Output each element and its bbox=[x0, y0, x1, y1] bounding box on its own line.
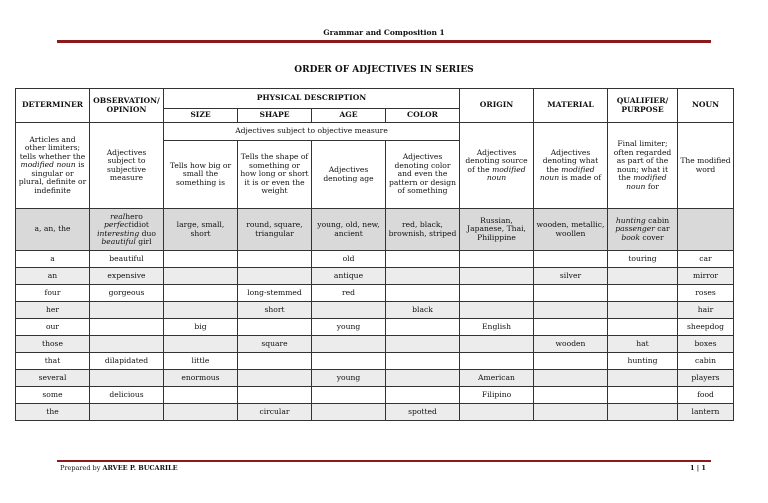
definition-objective-measure: Adjectives subject to objective measure bbox=[164, 123, 460, 141]
definition-shape: Tells the shape of something or how long or short it is or even the weight bbox=[238, 141, 312, 209]
header-title: Grammar and Composition 1 bbox=[323, 28, 445, 37]
cell-qual bbox=[608, 387, 678, 404]
cell-material bbox=[534, 370, 608, 387]
table-row bbox=[16, 336, 734, 353]
cell-size: enormous bbox=[164, 370, 238, 387]
example-obs-noun: duo bbox=[139, 228, 156, 238]
example-observation bbox=[90, 209, 164, 251]
definition-origin-text: Adjectives denoting source of the bbox=[465, 147, 528, 174]
table-row bbox=[16, 268, 734, 285]
example-qual-adjective: hunting bbox=[615, 215, 646, 225]
definition-noun: The modified word bbox=[678, 123, 734, 209]
column-header-material: MATERIAL bbox=[534, 89, 608, 123]
definition-material bbox=[534, 123, 608, 209]
cell-qual: hunting bbox=[608, 353, 678, 370]
definition-material-text: Adjectives denoting what the bbox=[542, 147, 599, 174]
cell-color bbox=[386, 319, 460, 336]
footer-author: ARVEE P. BUCARILE bbox=[102, 464, 178, 472]
column-header-size: SIZE bbox=[164, 109, 238, 123]
cell-color bbox=[386, 387, 460, 404]
cell-age: young bbox=[312, 370, 386, 387]
cell-noun: food bbox=[678, 387, 734, 404]
definition-origin-emphasis: modified noun bbox=[486, 164, 526, 182]
example-noun bbox=[678, 209, 734, 251]
definition-determiner-tail: is singular or plural, definite or indefinite bbox=[18, 160, 87, 195]
definition-age: Adjectives denoting age bbox=[312, 141, 386, 209]
table-row bbox=[16, 319, 734, 336]
definition-origin bbox=[460, 123, 534, 209]
definition-observation: Adjectives subject to subjective measure bbox=[90, 123, 164, 209]
cell-shape bbox=[238, 268, 312, 285]
header-divider bbox=[57, 40, 711, 43]
cell-shape: circular bbox=[238, 404, 312, 421]
cell-obs bbox=[90, 302, 164, 319]
cell-color bbox=[386, 251, 460, 268]
cell-obs: delicious bbox=[90, 387, 164, 404]
cell-shape: square bbox=[238, 336, 312, 353]
cell-qual: hat bbox=[608, 336, 678, 353]
definition-determiner-emphasis: modified noun bbox=[20, 160, 76, 170]
cell-shape bbox=[238, 353, 312, 370]
column-header-noun: NOUN bbox=[678, 89, 734, 123]
cell-obs bbox=[90, 336, 164, 353]
cell-material bbox=[534, 251, 608, 268]
example-qual-adjective: passenger bbox=[615, 224, 655, 234]
table-row bbox=[16, 353, 734, 370]
definition-size: Tells how big or small the something is bbox=[164, 141, 238, 209]
definition-determiner-text: Articles and other limiters; tells whether the bbox=[19, 134, 86, 161]
example-origin: Russian, Japanese, Thai, Philippine bbox=[460, 209, 534, 251]
cell-size bbox=[164, 387, 238, 404]
example-shape: round, square, triangular bbox=[238, 209, 312, 251]
cell-origin: American bbox=[460, 370, 534, 387]
cell-color: spotted bbox=[386, 404, 460, 421]
definition-qualifier bbox=[608, 123, 678, 209]
example-obs-adjective: interesting bbox=[97, 228, 140, 238]
cell-noun: roses bbox=[678, 285, 734, 302]
definition-color: Adjectives denoting color and even the pattern or design of something bbox=[386, 141, 460, 209]
adjective-order-table bbox=[15, 88, 734, 421]
cell-qual bbox=[608, 319, 678, 336]
page-number: 1 | 1 bbox=[690, 464, 706, 472]
cell-origin bbox=[460, 302, 534, 319]
cell-noun: lantern bbox=[678, 404, 734, 421]
cell-qual bbox=[608, 302, 678, 319]
cell-size bbox=[164, 251, 238, 268]
cell-det: the bbox=[16, 404, 90, 421]
footer-divider bbox=[57, 460, 711, 462]
cell-size bbox=[164, 336, 238, 353]
table-row bbox=[16, 285, 734, 302]
cell-qual bbox=[608, 285, 678, 302]
definition-qualifier-tail: for bbox=[645, 181, 659, 191]
example-rows bbox=[16, 251, 734, 421]
example-qual-noun: cabin bbox=[645, 215, 670, 225]
cell-shape bbox=[238, 387, 312, 404]
example-size: large, small, short bbox=[164, 209, 238, 251]
cell-origin bbox=[460, 353, 534, 370]
cell-age bbox=[312, 302, 386, 319]
example-obs-adjective: perfect bbox=[104, 220, 132, 229]
cell-size bbox=[164, 302, 238, 319]
table-row bbox=[16, 251, 734, 268]
cell-origin: English bbox=[460, 319, 534, 336]
cell-color bbox=[386, 336, 460, 353]
cell-noun: boxes bbox=[678, 336, 734, 353]
column-header-age: AGE bbox=[312, 109, 386, 123]
cell-det: our bbox=[16, 319, 90, 336]
example-obs-noun: girl bbox=[135, 237, 152, 246]
column-header-color: COLOR bbox=[386, 109, 460, 123]
cell-age: red bbox=[312, 285, 386, 302]
cell-size bbox=[164, 404, 238, 421]
example-qual-noun: car bbox=[654, 224, 670, 234]
cell-origin bbox=[460, 336, 534, 353]
cell-origin bbox=[460, 404, 534, 421]
cell-age: old bbox=[312, 251, 386, 268]
cell-material bbox=[534, 302, 608, 319]
cell-size: big bbox=[164, 319, 238, 336]
footer-credit bbox=[60, 464, 178, 472]
cell-age: antique bbox=[312, 268, 386, 285]
cell-color bbox=[386, 268, 460, 285]
cell-noun: hair bbox=[678, 302, 734, 319]
footer-prepared-label: Prepared by bbox=[60, 464, 103, 472]
definition-qualifier-text: Final limiter; often regarded as part of the noun; what it the bbox=[613, 139, 672, 182]
example-obs-adjective: beautiful bbox=[101, 237, 136, 246]
cell-det: that bbox=[16, 353, 90, 370]
cell-obs: dilapidated bbox=[90, 353, 164, 370]
definition-material-emphasis: modified noun bbox=[539, 164, 595, 182]
example-age: young, old, new, ancient bbox=[312, 209, 386, 251]
cell-noun: players bbox=[678, 370, 734, 387]
cell-det: some bbox=[16, 387, 90, 404]
cell-size bbox=[164, 285, 238, 302]
cell-size: little bbox=[164, 353, 238, 370]
definition-determiner bbox=[16, 123, 90, 209]
cell-qual bbox=[608, 370, 678, 387]
cell-qual bbox=[608, 268, 678, 285]
cell-origin bbox=[460, 251, 534, 268]
example-qual-adjective: book bbox=[621, 232, 640, 242]
cell-det: her bbox=[16, 302, 90, 319]
cell-shape bbox=[238, 319, 312, 336]
example-qual-noun: cover bbox=[639, 232, 664, 242]
example-material: wooden, metallic, woollen bbox=[534, 209, 608, 251]
cell-shape: long-stemmed bbox=[238, 285, 312, 302]
cell-origin: Filipino bbox=[460, 387, 534, 404]
cell-material bbox=[534, 404, 608, 421]
cell-color bbox=[386, 370, 460, 387]
cell-material bbox=[534, 353, 608, 370]
cell-det: those bbox=[16, 336, 90, 353]
example-obs-adjective: real bbox=[110, 211, 126, 221]
cell-size bbox=[164, 268, 238, 285]
cell-age bbox=[312, 387, 386, 404]
column-header-observation: OBSERVATION/ OPINION bbox=[90, 89, 164, 123]
cell-det: an bbox=[16, 268, 90, 285]
definition-qualifier-emphasis: modified noun bbox=[626, 173, 667, 191]
example-obs-noun: idiot bbox=[131, 220, 149, 229]
column-header-qualifier: QUALIFIER/ PURPOSE bbox=[608, 89, 678, 123]
cell-color bbox=[386, 353, 460, 370]
cell-color bbox=[386, 285, 460, 302]
column-header-determiner: DETERMINER bbox=[16, 89, 90, 123]
cell-shape bbox=[238, 370, 312, 387]
cell-age: young bbox=[312, 319, 386, 336]
cell-material: silver bbox=[534, 268, 608, 285]
table-row bbox=[16, 404, 734, 421]
column-header-origin: ORIGIN bbox=[460, 89, 534, 123]
cell-material bbox=[534, 387, 608, 404]
cell-obs: expensive bbox=[90, 268, 164, 285]
cell-noun: sheepdog bbox=[678, 319, 734, 336]
cell-age bbox=[312, 404, 386, 421]
document-title: ORDER OF ADJECTIVES IN SERIES bbox=[294, 65, 474, 75]
cell-material: wooden bbox=[534, 336, 608, 353]
definition-material-tail: is made of bbox=[559, 173, 602, 182]
example-determiner: a, an, the bbox=[16, 209, 90, 251]
cell-qual bbox=[608, 404, 678, 421]
column-header-shape: SHAPE bbox=[238, 109, 312, 123]
cell-color: black bbox=[386, 302, 460, 319]
cell-noun: mirror bbox=[678, 268, 734, 285]
cell-material bbox=[534, 285, 608, 302]
cell-age bbox=[312, 336, 386, 353]
cell-det: several bbox=[16, 370, 90, 387]
cell-origin bbox=[460, 268, 534, 285]
table-row bbox=[16, 370, 734, 387]
cell-noun: car bbox=[678, 251, 734, 268]
column-header-physical-description: PHYSICAL DESCRIPTION bbox=[164, 89, 460, 109]
cell-qual: touring bbox=[608, 251, 678, 268]
cell-noun: cabin bbox=[678, 353, 734, 370]
cell-det: a bbox=[16, 251, 90, 268]
example-qualifier bbox=[608, 209, 678, 251]
cell-shape: short bbox=[238, 302, 312, 319]
table-row bbox=[16, 302, 734, 319]
cell-obs: beautiful bbox=[90, 251, 164, 268]
example-color: red, black, brownish, striped bbox=[386, 209, 460, 251]
cell-obs bbox=[90, 319, 164, 336]
cell-det: four bbox=[16, 285, 90, 302]
table-row bbox=[16, 387, 734, 404]
cell-shape bbox=[238, 251, 312, 268]
cell-obs bbox=[90, 404, 164, 421]
cell-obs: gorgeous bbox=[90, 285, 164, 302]
cell-material bbox=[534, 319, 608, 336]
cell-obs bbox=[90, 370, 164, 387]
example-obs-noun: hero bbox=[125, 211, 143, 221]
cell-origin bbox=[460, 285, 534, 302]
cell-age bbox=[312, 353, 386, 370]
